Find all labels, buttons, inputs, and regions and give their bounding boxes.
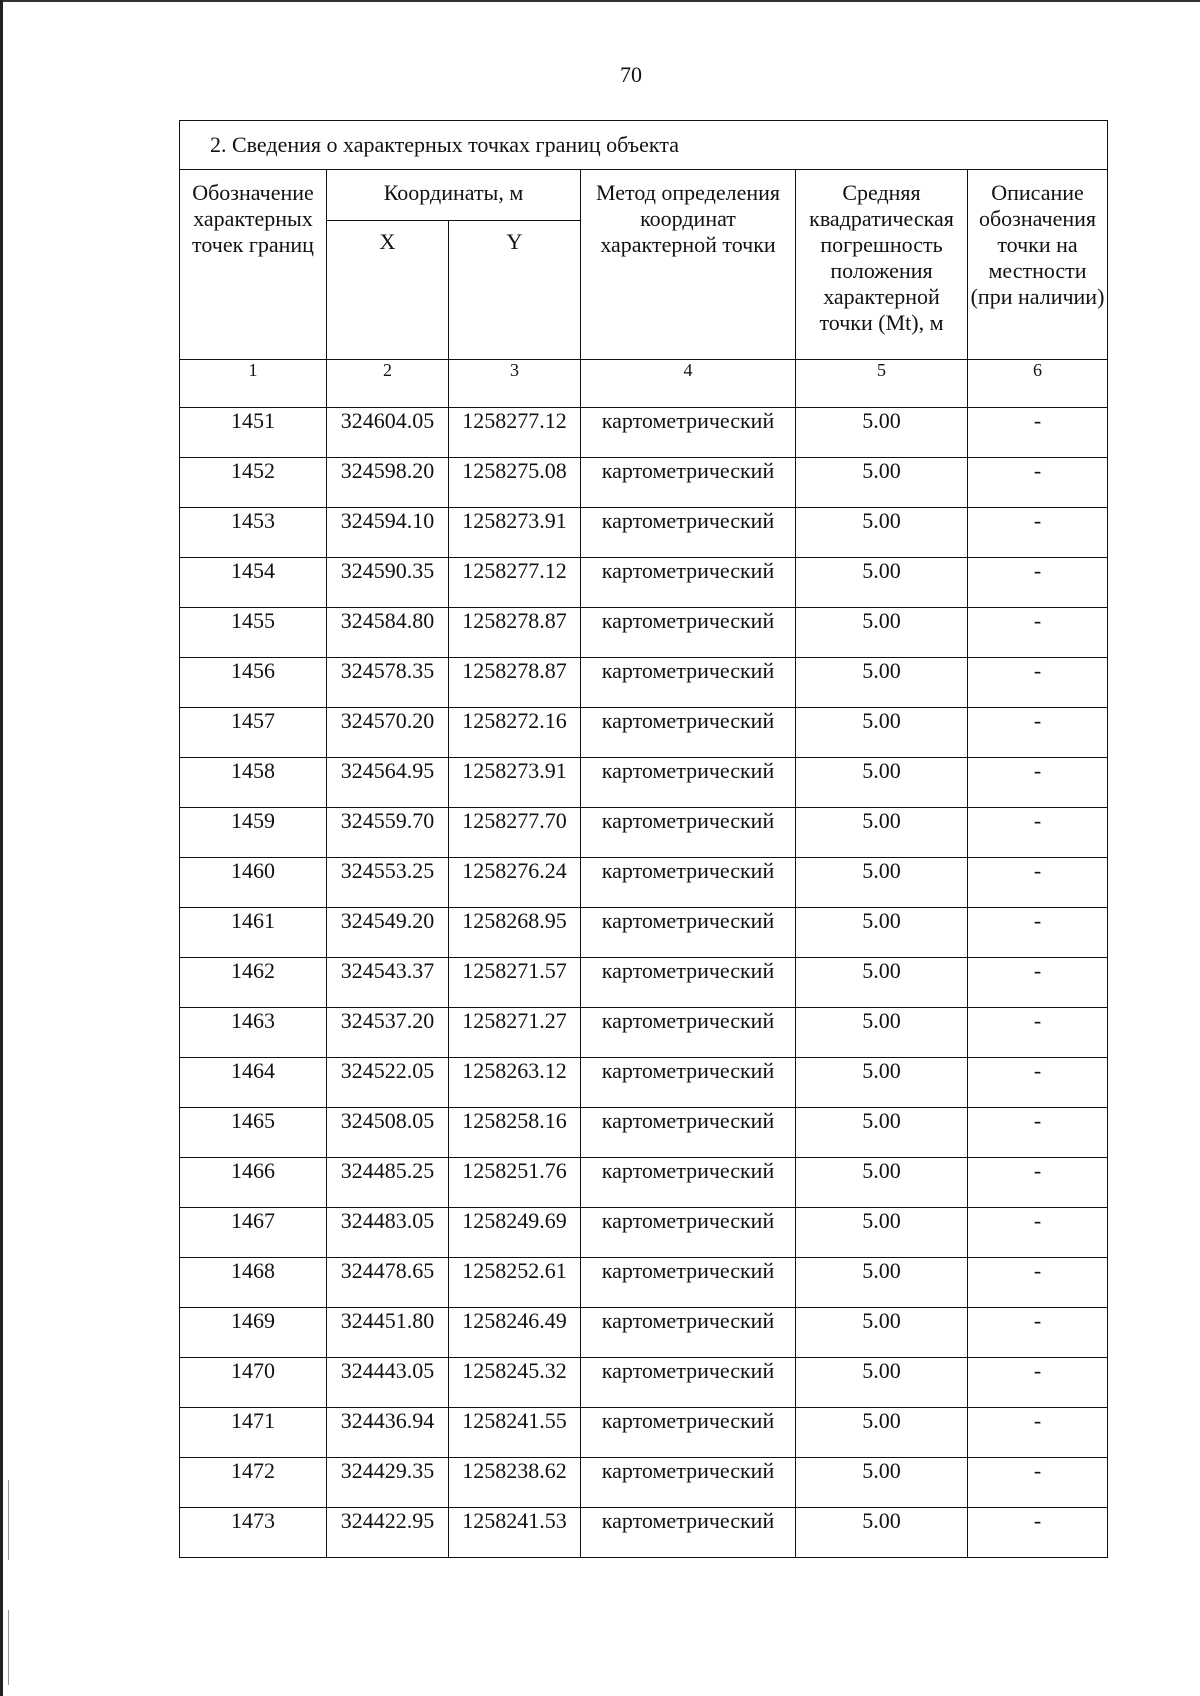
mean-error-cell: 5.00 [796,1208,968,1258]
method-cell: картометрический [581,1458,796,1508]
point-id-cell: 1461 [180,908,327,958]
method-cell: картометрический [581,658,796,708]
mean-error-cell: 5.00 [796,1108,968,1158]
header-method: Метод определения координат характерной точки [581,170,796,360]
y-coordinate-cell: 1258245.32 [449,1358,581,1408]
method-cell: картометрический [581,1258,796,1308]
table-row [180,1508,1108,1558]
method-cell: картометрический [581,1308,796,1358]
x-coordinate-cell: 324543.37 [327,958,449,1008]
table-row [180,858,1108,908]
y-coordinate-cell: 1258268.95 [449,908,581,958]
point-id-cell: 1458 [180,758,327,808]
y-coordinate-cell: 1258277.70 [449,808,581,858]
mean-error-cell: 5.00 [796,1008,968,1058]
point-id-cell: 1457 [180,708,327,758]
mean-error-cell: 5.00 [796,1058,968,1108]
x-coordinate-cell: 324598.20 [327,458,449,508]
boundary-points-table [179,120,1108,1558]
y-coordinate-cell: 1258241.55 [449,1408,581,1458]
table-row [180,1108,1108,1158]
description-cell: - [968,1308,1108,1358]
point-id-cell: 1465 [180,1108,327,1158]
x-coordinate-cell: 324564.95 [327,758,449,808]
table-row [180,658,1108,708]
description-cell: - [968,708,1108,758]
point-id-cell: 1466 [180,1158,327,1208]
mean-error-cell: 5.00 [796,1458,968,1508]
table-row [180,1458,1108,1508]
x-coordinate-cell: 324483.05 [327,1208,449,1258]
table-row [180,1358,1108,1408]
mean-error-cell: 5.00 [796,558,968,608]
y-coordinate-cell: 1258271.27 [449,1008,581,1058]
x-coordinate-cell: 324584.80 [327,608,449,658]
table-row [180,758,1108,808]
table-row [180,458,1108,508]
description-cell: - [968,558,1108,608]
mean-error-cell: 5.00 [796,958,968,1008]
point-id-cell: 1453 [180,508,327,558]
description-cell: - [968,1508,1108,1558]
description-cell: - [968,458,1108,508]
x-coordinate-cell: 324508.05 [327,1108,449,1158]
method-cell: картометрический [581,1108,796,1158]
mean-error-cell: 5.00 [796,858,968,908]
method-cell: картометрический [581,1508,796,1558]
point-id-cell: 1456 [180,658,327,708]
y-coordinate-cell: 1258278.87 [449,658,581,708]
mean-error-cell: 5.00 [796,1258,968,1308]
y-coordinate-cell: 1258252.61 [449,1258,581,1308]
scan-edge-left [0,0,3,1696]
column-number: 4 [581,360,796,408]
x-coordinate-cell: 324443.05 [327,1358,449,1408]
mean-error-cell: 5.00 [796,708,968,758]
point-id-cell: 1460 [180,858,327,908]
method-cell: картометрический [581,1008,796,1058]
column-number: 5 [796,360,968,408]
table-row [180,708,1108,758]
y-coordinate-cell: 1258276.24 [449,858,581,908]
description-cell: - [968,1058,1108,1108]
scan-edge-top [0,0,1200,2]
point-id-cell: 1469 [180,1308,327,1358]
x-coordinate-cell: 324422.95 [327,1508,449,1558]
y-coordinate-cell: 1258263.12 [449,1058,581,1108]
y-coordinate-cell: 1258246.49 [449,1308,581,1358]
description-cell: - [968,1158,1108,1208]
section-title: 2. Сведения о характерных точках границ объекта [180,121,1108,170]
method-cell: картометрический [581,508,796,558]
y-coordinate-cell: 1258241.53 [449,1508,581,1558]
description-cell: - [968,858,1108,908]
point-id-cell: 1473 [180,1508,327,1558]
mean-error-cell: 5.00 [796,458,968,508]
y-coordinate-cell: 1258238.62 [449,1458,581,1508]
y-coordinate-cell: 1258277.12 [449,558,581,608]
y-coordinate-cell: 1258271.57 [449,958,581,1008]
x-coordinate-cell: 324559.70 [327,808,449,858]
mean-error-cell: 5.00 [796,908,968,958]
column-number: 6 [968,360,1108,408]
y-coordinate-cell: 1258258.16 [449,1108,581,1158]
method-cell: картометрический [581,758,796,808]
page-number: 70 [620,62,642,87]
column-number-row [180,360,1108,408]
description-cell: - [968,1258,1108,1308]
y-coordinate-cell: 1258277.12 [449,408,581,458]
y-coordinate-cell: 1258272.16 [449,708,581,758]
x-coordinate-cell: 324553.25 [327,858,449,908]
method-cell: картометрический [581,808,796,858]
x-coordinate-cell: 324522.05 [327,1058,449,1108]
point-id-cell: 1462 [180,958,327,1008]
table-row [180,1308,1108,1358]
column-number: 1 [180,360,327,408]
method-cell: картометрический [581,708,796,758]
scan-artifact-line [8,1480,9,1560]
description-cell: - [968,758,1108,808]
method-cell: картометрический [581,958,796,1008]
table-row [180,558,1108,608]
table-row [180,608,1108,658]
method-cell: картометрический [581,558,796,608]
column-number: 2 [327,360,449,408]
mean-error-cell: 5.00 [796,1308,968,1358]
y-coordinate-cell: 1258275.08 [449,458,581,508]
table-row [180,1408,1108,1458]
y-coordinate-cell: 1258251.76 [449,1158,581,1208]
mean-error-cell: 5.00 [796,1508,968,1558]
x-coordinate-cell: 324549.20 [327,908,449,958]
description-cell: - [968,1208,1108,1258]
description-cell: - [968,408,1108,458]
description-cell: - [968,1358,1108,1408]
method-cell: картометрический [581,908,796,958]
x-coordinate-cell: 324429.35 [327,1458,449,1508]
mean-error-cell: 5.00 [796,608,968,658]
scan-artifact-line [8,1610,9,1685]
x-coordinate-cell: 324485.25 [327,1158,449,1208]
point-id-cell: 1470 [180,1358,327,1408]
method-cell: картометрический [581,458,796,508]
x-coordinate-cell: 324478.65 [327,1258,449,1308]
mean-error-cell: 5.00 [796,1158,968,1208]
method-cell: картометрический [581,1208,796,1258]
point-id-cell: 1467 [180,1208,327,1258]
x-coordinate-cell: 324537.20 [327,1008,449,1058]
method-cell: картометрический [581,408,796,458]
table-row [180,1258,1108,1308]
table-body [180,408,1108,1558]
y-coordinate-cell: 1258249.69 [449,1208,581,1258]
table-row [180,908,1108,958]
mean-error-cell: 5.00 [796,658,968,708]
method-cell: картометрический [581,1358,796,1408]
header-x: X [327,221,449,360]
point-id-cell: 1451 [180,408,327,458]
mean-error-cell: 5.00 [796,1408,968,1458]
table-row [180,808,1108,858]
description-cell: - [968,808,1108,858]
x-coordinate-cell: 324436.94 [327,1408,449,1458]
mean-error-cell: 5.00 [796,808,968,858]
header-point-designation: Обозначение характерных точек границ [180,170,327,360]
method-cell: картометрический [581,1408,796,1458]
table-row [180,958,1108,1008]
table-row [180,508,1108,558]
header-coordinates: Координаты, м [327,170,581,221]
point-id-cell: 1471 [180,1408,327,1458]
point-id-cell: 1464 [180,1058,327,1108]
x-coordinate-cell: 324590.35 [327,558,449,608]
method-cell: картометрический [581,1158,796,1208]
table-row [180,1008,1108,1058]
table-row [180,1208,1108,1258]
table-row [180,408,1108,458]
point-id-cell: 1468 [180,1258,327,1308]
x-coordinate-cell: 324594.10 [327,508,449,558]
method-cell: картометрический [581,1058,796,1108]
header-description: Описание обозначения точки на местности (при наличии) [968,170,1108,360]
x-coordinate-cell: 324451.80 [327,1308,449,1358]
x-coordinate-cell: 324578.35 [327,658,449,708]
description-cell: - [968,1108,1108,1158]
description-cell: - [968,658,1108,708]
mean-error-cell: 5.00 [796,408,968,458]
point-id-cell: 1454 [180,558,327,608]
description-cell: - [968,608,1108,658]
y-coordinate-cell: 1258273.91 [449,508,581,558]
description-cell: - [968,958,1108,1008]
y-coordinate-cell: 1258278.87 [449,608,581,658]
point-id-cell: 1459 [180,808,327,858]
mean-error-cell: 5.00 [796,758,968,808]
mean-error-cell: 5.00 [796,1358,968,1408]
point-id-cell: 1452 [180,458,327,508]
description-cell: - [968,508,1108,558]
point-id-cell: 1455 [180,608,327,658]
x-coordinate-cell: 324604.05 [327,408,449,458]
mean-error-cell: 5.00 [796,508,968,558]
description-cell: - [968,1458,1108,1508]
description-cell: - [968,908,1108,958]
description-cell: - [968,1408,1108,1458]
table-row [180,1058,1108,1108]
method-cell: картометрический [581,858,796,908]
column-number: 3 [449,360,581,408]
description-cell: - [968,1008,1108,1058]
method-cell: картометрический [581,608,796,658]
point-id-cell: 1463 [180,1008,327,1058]
header-mean-error: Средняя квадратическая погрешность положения характерной точки (Mt), м [796,170,968,360]
point-id-cell: 1472 [180,1458,327,1508]
y-coordinate-cell: 1258273.91 [449,758,581,808]
header-y: Y [449,221,581,360]
table-row [180,1158,1108,1208]
x-coordinate-cell: 324570.20 [327,708,449,758]
